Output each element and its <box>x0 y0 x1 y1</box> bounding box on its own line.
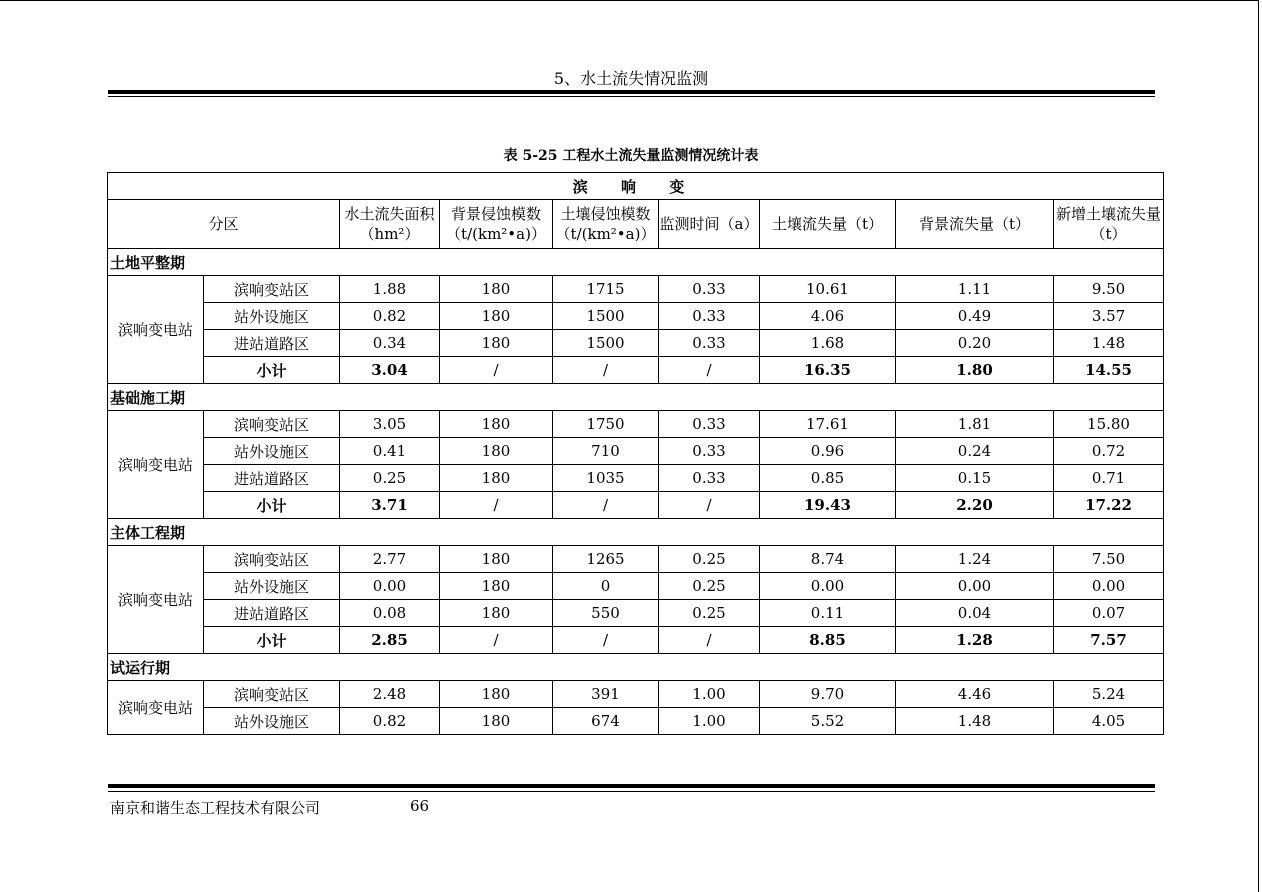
table-cell: 0.33 <box>659 465 760 492</box>
phase-label: 试运行期 <box>108 654 1164 681</box>
table-cell: 0.24 <box>896 438 1054 465</box>
subtotal-cell: / <box>659 357 760 384</box>
page-number: 66 <box>410 797 430 815</box>
subtotal-cell: 7.57 <box>1054 627 1164 654</box>
table-cell: 180 <box>440 303 553 330</box>
phase-row <box>108 384 1164 411</box>
subtotal-cell: / <box>659 627 760 654</box>
table-cell: 1.81 <box>896 411 1054 438</box>
area-label: 站外设施区 <box>204 303 340 330</box>
area-label: 进站道路区 <box>204 600 340 627</box>
area-label: 站外设施区 <box>204 708 340 735</box>
subtotal-cell: 3.04 <box>340 357 440 384</box>
table-cell: 1715 <box>553 276 659 303</box>
table-cell: 4.06 <box>760 303 896 330</box>
group-label: 滨响变电站 <box>108 411 204 519</box>
table-cell: 180 <box>440 438 553 465</box>
table-cell: 1035 <box>553 465 659 492</box>
table-cell: 0.33 <box>659 330 760 357</box>
area-label: 进站道路区 <box>204 465 340 492</box>
page-frame-top <box>0 0 1258 1</box>
table-cell: 1.88 <box>340 276 440 303</box>
column-header: 背景侵蚀模数（t/(km²•a)） <box>440 200 553 249</box>
table-cell: 4.46 <box>896 681 1054 708</box>
table-cell: 0.00 <box>896 573 1054 600</box>
table-cell: 9.50 <box>1054 276 1164 303</box>
page-frame-right <box>1258 0 1259 892</box>
subtotal-cell: 19.43 <box>760 492 896 519</box>
subtotal-cell: / <box>659 492 760 519</box>
subtotal-cell: / <box>553 492 659 519</box>
table-row <box>108 708 1164 735</box>
table-cell: 10.61 <box>760 276 896 303</box>
table-cell: 180 <box>440 411 553 438</box>
header-rule-thin <box>108 96 1155 97</box>
table-cell: 0.11 <box>760 600 896 627</box>
subtotal-label: 小计 <box>204 357 340 384</box>
area-label: 滨响变站区 <box>204 546 340 573</box>
subtotal-row <box>108 492 1164 519</box>
subtotal-label: 小计 <box>204 627 340 654</box>
subtotal-cell: / <box>440 492 553 519</box>
table-cell: 0.34 <box>340 330 440 357</box>
table-cell: 391 <box>553 681 659 708</box>
area-label: 站外设施区 <box>204 573 340 600</box>
footer-rule-thin <box>108 791 1155 792</box>
phase-label: 主体工程期 <box>108 519 1164 546</box>
table-row <box>108 600 1164 627</box>
table-cell: 1750 <box>553 411 659 438</box>
table-cell: 5.24 <box>1054 681 1164 708</box>
subtotal-label: 小计 <box>204 492 340 519</box>
subtotal-cell: 17.22 <box>1054 492 1164 519</box>
subtotal-cell: 8.85 <box>760 627 896 654</box>
table-cell: 7.50 <box>1054 546 1164 573</box>
subtotal-cell: / <box>553 627 659 654</box>
table-row <box>108 276 1164 303</box>
table-cell: 0.71 <box>1054 465 1164 492</box>
table-cell: 1500 <box>553 330 659 357</box>
group-label: 滨响变电站 <box>108 546 204 654</box>
table-cell: 0.00 <box>340 573 440 600</box>
table-cell: 0.25 <box>340 465 440 492</box>
table-cell: 1.48 <box>1054 330 1164 357</box>
subtotal-cell: 1.80 <box>896 357 1054 384</box>
table-cell: 710 <box>553 438 659 465</box>
table-cell: 0.25 <box>659 546 760 573</box>
table-cell: 0.33 <box>659 303 760 330</box>
table-cell: 0.96 <box>760 438 896 465</box>
table-cell: 0 <box>553 573 659 600</box>
column-header: 土壤侵蚀模数（t/(km²•a)） <box>553 200 659 249</box>
table-cell: 0.82 <box>340 708 440 735</box>
table-cell: 180 <box>440 465 553 492</box>
subtotal-cell: 1.28 <box>896 627 1054 654</box>
table-cell: 9.70 <box>760 681 896 708</box>
table-cell: 1.00 <box>659 681 760 708</box>
group-label: 滨响变电站 <box>108 681 204 735</box>
table-cell: 1.11 <box>896 276 1054 303</box>
table-cell: 674 <box>553 708 659 735</box>
table-cell: 1.48 <box>896 708 1054 735</box>
table-cell: 180 <box>440 681 553 708</box>
table-row <box>108 303 1164 330</box>
table-body <box>108 249 1164 735</box>
column-header: 水土流失面积（hm²） <box>340 200 440 249</box>
table-cell: 180 <box>440 330 553 357</box>
table-cell: 0.49 <box>896 303 1054 330</box>
column-header: 土壤流失量（t） <box>760 200 896 249</box>
table-cell: 0.20 <box>896 330 1054 357</box>
table-row <box>108 546 1164 573</box>
table-cell: 180 <box>440 276 553 303</box>
table-cell: 180 <box>440 546 553 573</box>
subtotal-cell: / <box>553 357 659 384</box>
table-row <box>108 573 1164 600</box>
table-cell: 1500 <box>553 303 659 330</box>
phase-row <box>108 654 1164 681</box>
table-cell: 1.00 <box>659 708 760 735</box>
table-cell: 0.00 <box>1054 573 1164 600</box>
table-row <box>108 465 1164 492</box>
phase-row <box>108 249 1164 276</box>
phase-row <box>108 519 1164 546</box>
table-cell: 180 <box>440 600 553 627</box>
header-rule-thick <box>108 90 1155 94</box>
area-label: 站外设施区 <box>204 438 340 465</box>
subtotal-row <box>108 627 1164 654</box>
column-header: 新增土壤流失量（t） <box>1054 200 1164 249</box>
table-cell: 0.33 <box>659 438 760 465</box>
table-cell: 1265 <box>553 546 659 573</box>
table-cell: 1.24 <box>896 546 1054 573</box>
column-header: 分区 <box>108 200 340 249</box>
table-row <box>108 411 1164 438</box>
table-cell: 2.77 <box>340 546 440 573</box>
table-row <box>108 330 1164 357</box>
area-label: 滨响变站区 <box>204 276 340 303</box>
table-row <box>108 681 1164 708</box>
table-caption: 表 5-25 工程水土流失量监测情况统计表 <box>503 148 759 164</box>
table-cell: 17.61 <box>760 411 896 438</box>
footer-company: 南京和谐生态工程技术有限公司 <box>110 799 321 817</box>
table-cell: 3.05 <box>340 411 440 438</box>
table-cell: 4.05 <box>1054 708 1164 735</box>
table-cell: 0.72 <box>1054 438 1164 465</box>
subtotal-cell: / <box>440 357 553 384</box>
subtotal-cell: 2.85 <box>340 627 440 654</box>
table-cell: 180 <box>440 573 553 600</box>
subtotal-cell: 2.20 <box>896 492 1054 519</box>
table-cell: 1.68 <box>760 330 896 357</box>
table-cell: 15.80 <box>1054 411 1164 438</box>
table-cell: 0.25 <box>659 600 760 627</box>
area-label: 滨响变站区 <box>204 411 340 438</box>
table-cell: 5.52 <box>760 708 896 735</box>
table-cell: 0.15 <box>896 465 1054 492</box>
column-header: 监测时间（a） <box>659 200 760 249</box>
area-label: 进站道路区 <box>204 330 340 357</box>
table-cell: 180 <box>440 708 553 735</box>
table-cell: 0.41 <box>340 438 440 465</box>
phase-label: 土地平整期 <box>108 249 1164 276</box>
footer-rule-thick <box>108 784 1155 788</box>
phase-label: 基础施工期 <box>108 384 1164 411</box>
column-header: 背景流失量（t） <box>896 200 1054 249</box>
header-title: 5、水土流失情况监测 <box>553 69 709 88</box>
subtotal-row <box>108 357 1164 384</box>
subtotal-cell: 14.55 <box>1054 357 1164 384</box>
table-cell: 3.57 <box>1054 303 1164 330</box>
table-cell: 0.25 <box>659 573 760 600</box>
table-cell: 0.33 <box>659 276 760 303</box>
erosion-table <box>107 172 1164 735</box>
subtotal-cell: 16.35 <box>760 357 896 384</box>
table-cell: 0.04 <box>896 600 1054 627</box>
table-top-title: 滨 响 变 <box>108 173 1164 200</box>
subtotal-cell: 3.71 <box>340 492 440 519</box>
table-cell: 2.48 <box>340 681 440 708</box>
area-label: 滨响变站区 <box>204 681 340 708</box>
subtotal-cell: / <box>440 627 553 654</box>
table-cell: 8.74 <box>760 546 896 573</box>
table-row <box>108 438 1164 465</box>
table-cell: 0.00 <box>760 573 896 600</box>
table-cell: 0.08 <box>340 600 440 627</box>
table-cell: 0.82 <box>340 303 440 330</box>
table-cell: 0.33 <box>659 411 760 438</box>
group-label: 滨响变电站 <box>108 276 204 384</box>
table-cell: 0.85 <box>760 465 896 492</box>
table-cell: 550 <box>553 600 659 627</box>
table-cell: 0.07 <box>1054 600 1164 627</box>
